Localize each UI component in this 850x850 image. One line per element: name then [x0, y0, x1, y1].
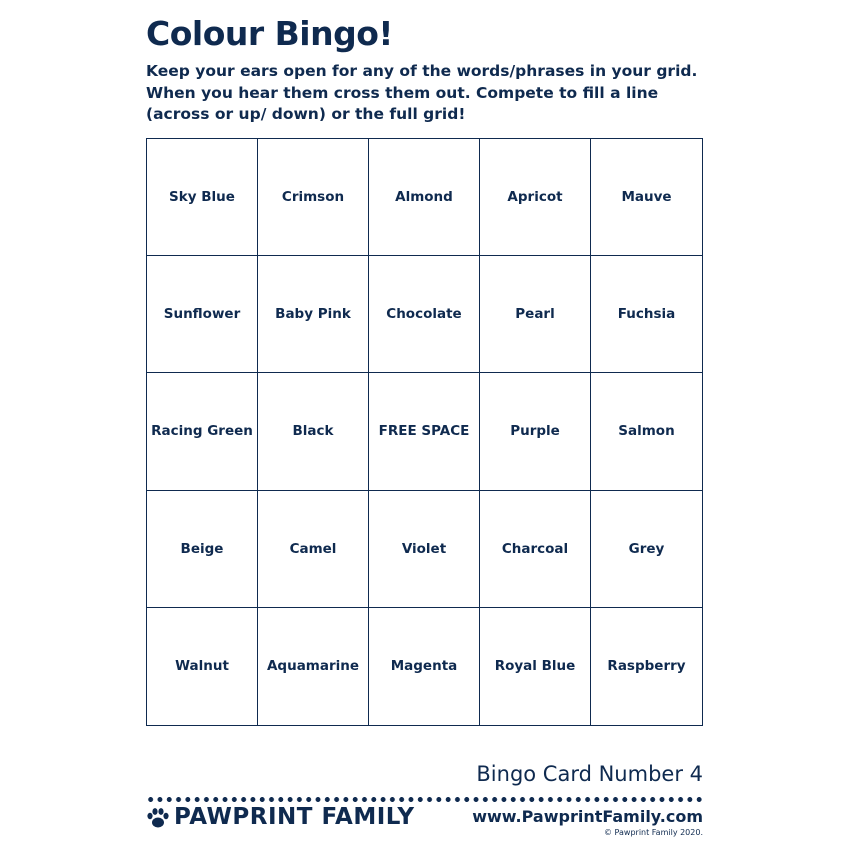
bingo-cell: Raspberry: [607, 658, 686, 675]
page-title: Colour Bingo!: [146, 14, 393, 53]
bingo-cell: Violet: [369, 491, 480, 608]
bingo-cell: Sky Blue: [147, 139, 258, 256]
bingo-cell: Royal Blue: [480, 608, 591, 725]
bingo-cell: Baby Pink: [258, 256, 369, 373]
bingo-cell: Walnut: [147, 608, 258, 725]
website-link[interactable]: www.PawprintFamily.com: [472, 807, 703, 826]
bingo-cell: Sunflower: [147, 256, 258, 373]
bingo-cell: Racing Green: [147, 373, 258, 490]
paw-print-icon: [146, 807, 170, 829]
bingo-cell: Apricot: [480, 139, 591, 256]
bingo-cell: Magenta: [369, 608, 480, 725]
bingo-cell-free-space: FREE SPACE: [369, 373, 480, 490]
bingo-cell: Grey: [591, 491, 702, 608]
copyright-text: © Pawprint Family 2020.: [604, 828, 703, 837]
bingo-cell: Pearl: [480, 256, 591, 373]
bingo-cell: Chocolate: [369, 256, 480, 373]
bingo-cell: Charcoal: [480, 491, 591, 608]
card-number: Bingo Card Number 4: [476, 762, 703, 786]
bingo-cell: Purple: [480, 373, 591, 490]
bingo-cell: Camel: [258, 491, 369, 608]
bingo-cell: Crimson: [258, 139, 369, 256]
bingo-cell: Salmon: [591, 373, 702, 490]
bingo-cell: Beige: [147, 491, 258, 608]
bingo-cell: Black: [258, 373, 369, 490]
bingo-grid: [146, 138, 703, 726]
instructions-text: Keep your ears open for any of the words/phrases in your grid. When you hear them cross them out. Compete to fill a line (across or up/ down) or the full grid!: [146, 62, 698, 123]
bingo-cell: Aquamarine: [258, 608, 369, 725]
brand-name: PAWPRINT FAMILY: [174, 804, 415, 830]
dotted-divider: [146, 797, 704, 802]
bingo-cell: Almond: [369, 139, 480, 256]
bingo-cell: Mauve: [591, 139, 702, 256]
bingo-cell: Fuchsia: [591, 256, 702, 373]
brand-logo: [146, 806, 415, 829]
